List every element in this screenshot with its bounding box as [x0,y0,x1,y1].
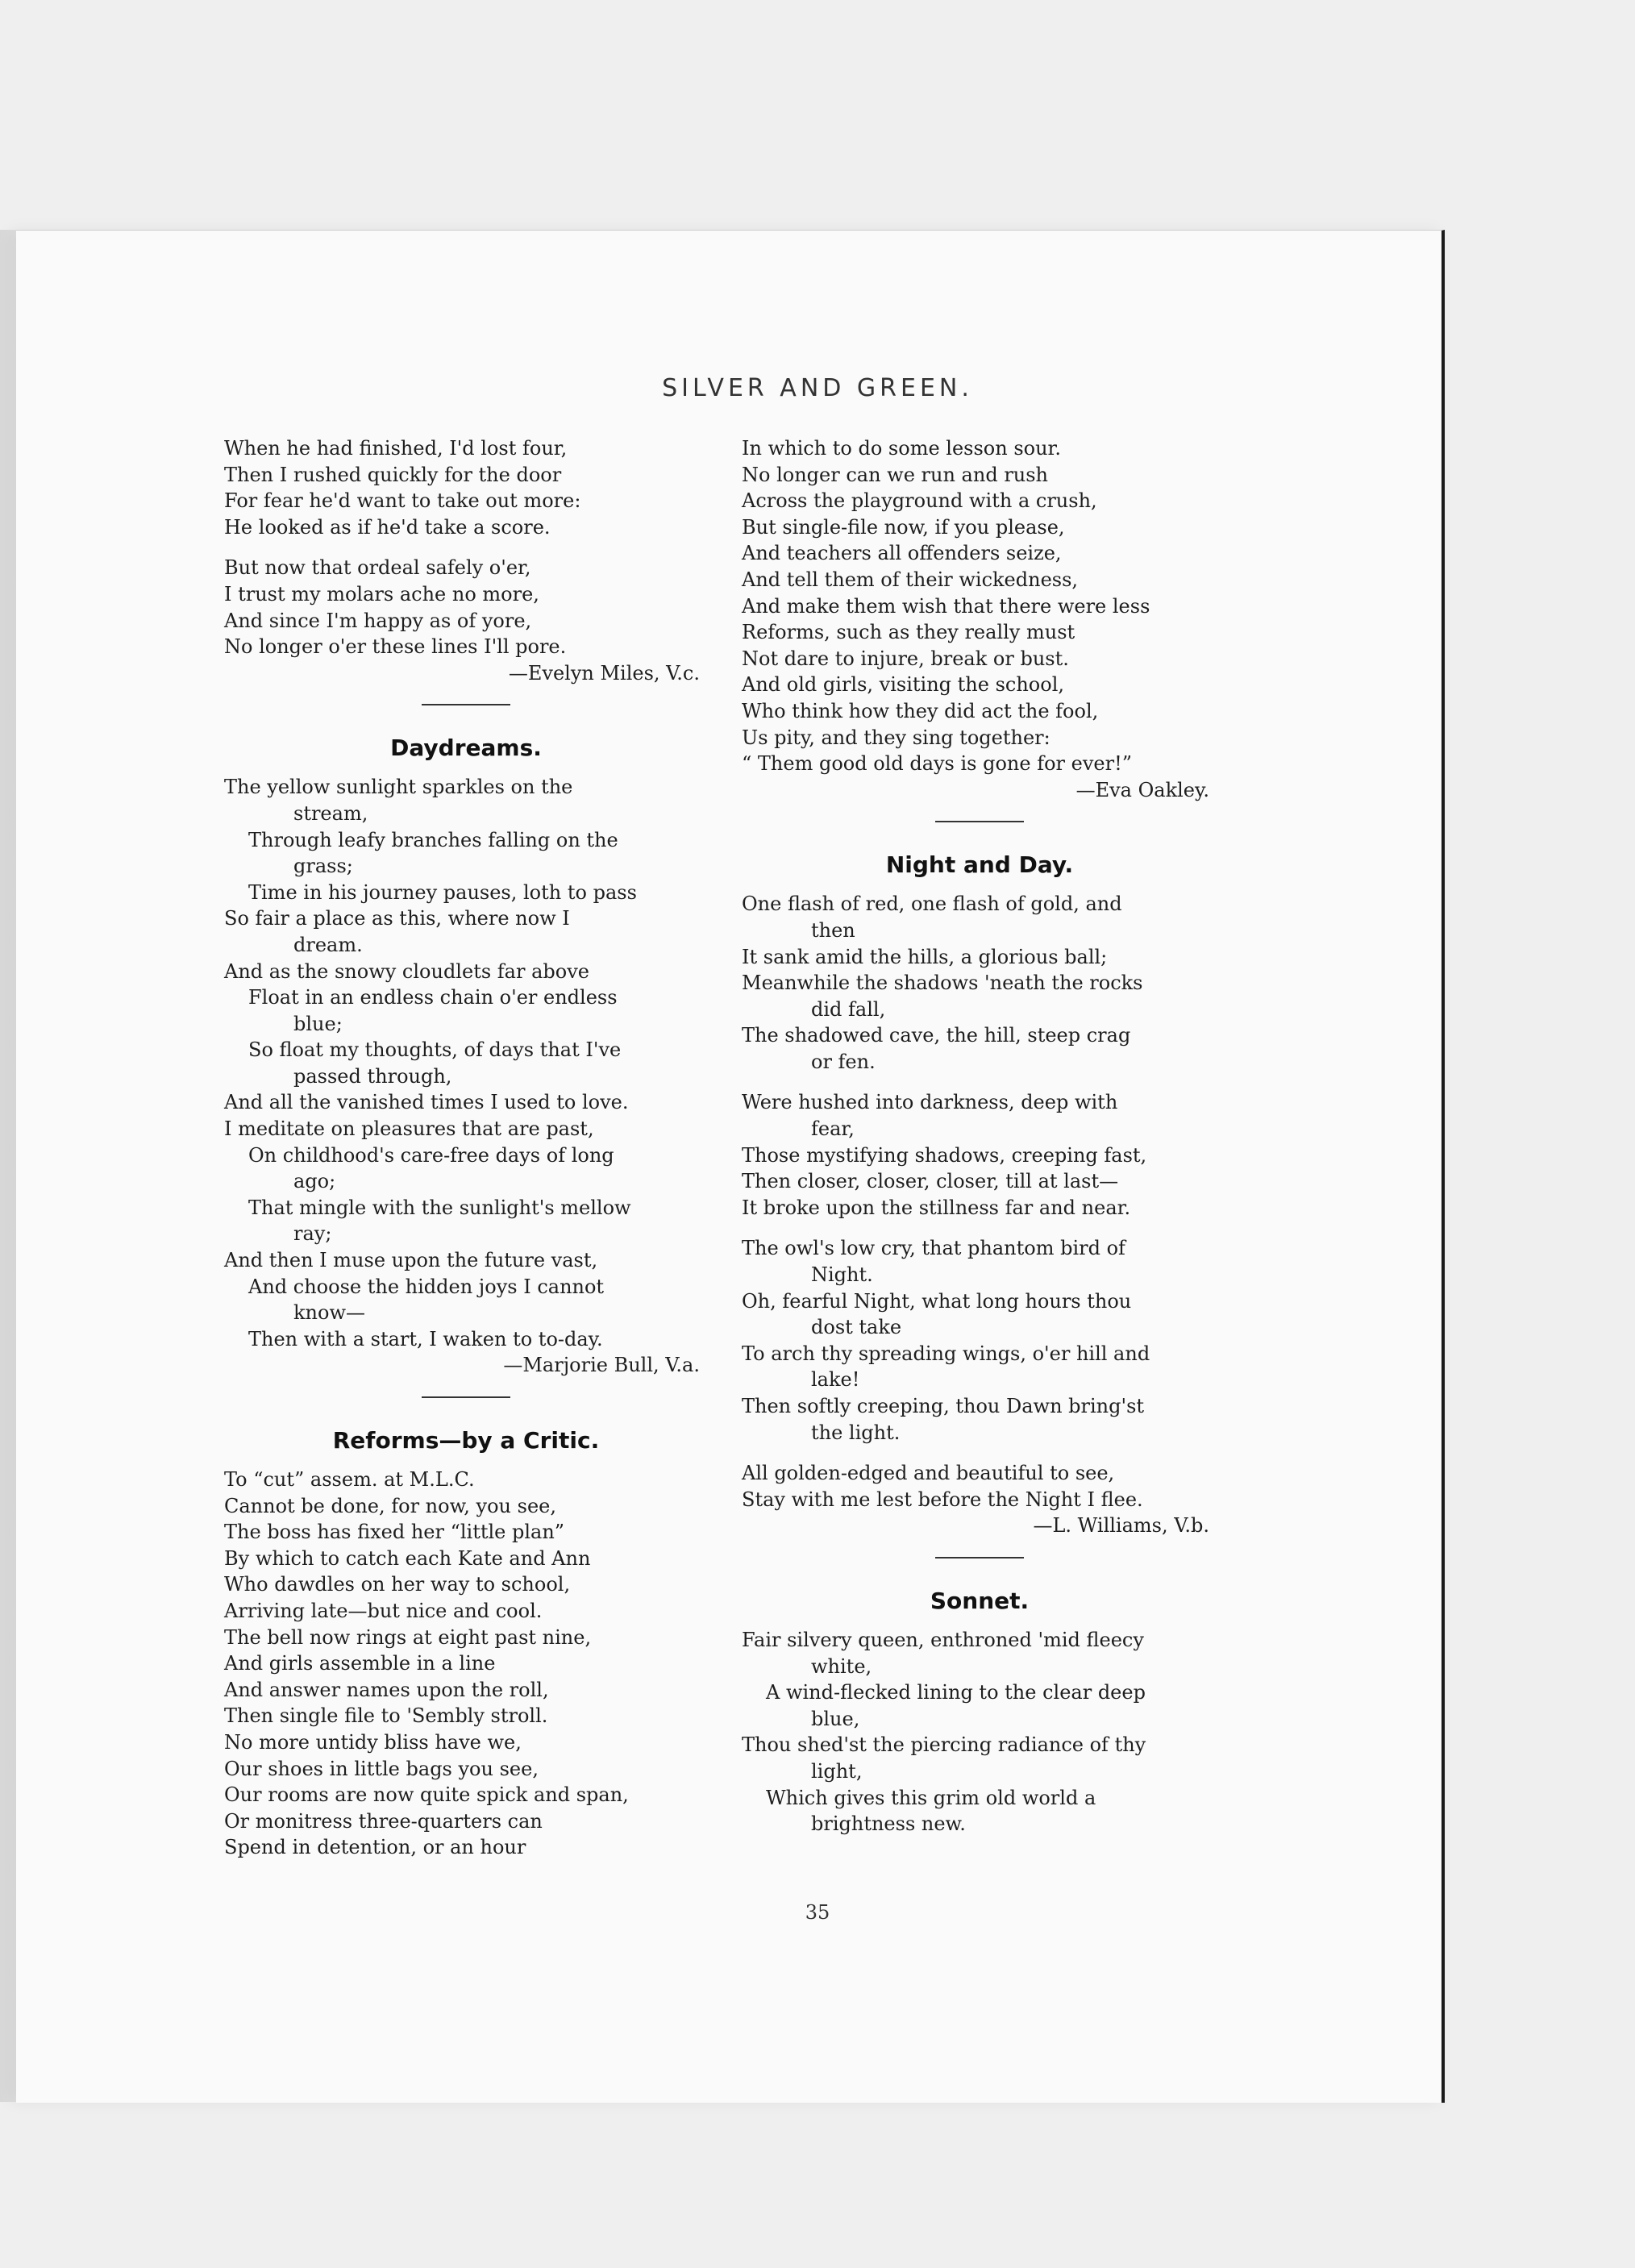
poem-line: The owl's low cry, that phantom bird of [742,1237,1125,1260]
poem-line: Thou shed'st the piercing radiance of thy [742,1733,1146,1757]
poem-line: Then I rushed quickly for the door [224,463,562,486]
poem-line: dost take [811,1316,902,1339]
poem-line: Then softly creeping, thou Dawn bring'st [742,1395,1145,1417]
page-number: 35 [805,1901,830,1924]
poem-line: When he had finished, I'd lost four, [224,437,568,460]
poem-line: Then closer, closer, closer, till at last— [742,1170,1119,1193]
poem-line: And since I'm happy as of yore, [224,609,532,632]
poem-line: dream. [293,933,363,956]
poem-line: On childhood's care-free days of long [248,1143,614,1167]
poem-line: grass; [293,855,353,878]
poem-line: Meanwhile the shadows 'neath the rocks [742,972,1143,995]
poem-title: Sonnet. [930,1587,1030,1614]
poem-line: white, [811,1654,872,1678]
night-and-day-stanza-1 [742,891,1217,1075]
poem-line: A wind-flecked lining to the clear deep [766,1681,1146,1704]
poem-title: Daydreams. [390,734,542,762]
poem-line: Were hushed into darkness, deep with [742,1091,1118,1114]
poem-line: the light. [811,1421,901,1444]
poem-line: Arriving late—but nice and cool. [224,1599,543,1622]
poem-line: It sank amid the hills, a glorious ball; [742,945,1108,968]
poem-line: lake! [811,1368,860,1392]
poem-line: passed through, [293,1064,452,1088]
poem-title: Night and Day. [885,851,1074,879]
poem-line: Time in his journey pauses, loth to pass [248,880,637,904]
reforms-continued [742,435,1217,777]
poem-line: He looked as if he'd take a score. [224,515,551,539]
poem-line: blue, [811,1707,860,1730]
poem-line: To “cut” assem. at M.L.C. [224,1468,475,1491]
sonnet-poem [742,1627,1217,1837]
poem-line: Stay with me lest before the Night I flee. [742,1488,1143,1511]
poem-line: By which to catch each Kate and Ann [224,1546,591,1570]
poem-line: Who think how they did act the fool, [742,699,1099,722]
poem-line: Night. [811,1263,873,1287]
right-column [742,435,1217,1837]
poem-line: Us pity, and they sing together: [742,726,1050,749]
poem-line: And tell them of their wickedness, [742,568,1079,591]
author-credit: —Evelyn Miles, V.c. [508,661,700,685]
poem-line: brightness new. [811,1812,966,1836]
running-header: SILVER AND GREEN. [662,374,973,402]
poem-line: And all the vanished times I used to love. [224,1091,629,1114]
poem-line: Our rooms are now quite spick and span, [224,1783,629,1807]
poem-line: No longer o'er these lines I'll pore. [224,635,567,659]
poem-line: So float my thoughts, of days that I've [248,1038,622,1062]
poem-line: And choose the hidden joys I cannot [248,1275,605,1298]
poem-line: or fen. [811,1050,876,1073]
reforms-poem [224,1467,708,1861]
poem-line: So fair a place as this, where now I [224,907,570,930]
poem-line: No longer can we run and rush [742,463,1049,486]
poem-line: And as the snowy cloudlets far above [224,959,589,983]
poem-line: But now that ordeal safely o'er, [224,556,531,580]
poem-line: Then single file to 'Sembly stroll. [224,1704,548,1728]
poem-line: Fair silvery queen, enthroned 'mid fleecy [742,1628,1144,1651]
poem-line: To arch thy spreading wings, o'er hill and [742,1342,1150,1365]
poem-line: The bell now rings at eight past nine, [224,1625,592,1649]
poem-line: did fall, [811,997,886,1021]
poem-line: Cannot be done, for now, you see, [224,1494,556,1517]
poem-line: All golden-edged and beautiful to see, [742,1462,1115,1485]
poem-line: then [811,918,855,942]
poem-line: It broke upon the stillness far and near. [742,1196,1131,1219]
poem-line: One flash of red, one flash of gold, and [742,893,1122,916]
author-credit: —L. Williams, V.b. [1033,1514,1209,1538]
poem-line: Float in an endless chain o'er endless [248,986,618,1009]
poem-line: Reforms, such as they really must [742,621,1075,644]
poem-line: And then I muse upon the future vast, [224,1249,598,1272]
section-divider [422,704,510,705]
poem-line: Those mystifying shadows, creeping fast, [742,1143,1147,1167]
poem-line: And teachers all offenders seize, [742,542,1062,565]
poem-line: And girls assemble in a line [224,1652,496,1675]
intro-stanza-1 [224,435,708,540]
poem-line: In which to do some lesson sour. [742,437,1062,460]
poem-line: Or monitress three-quarters can [224,1809,543,1833]
poem-line: Spend in detention, or an hour [224,1836,526,1859]
poem-line: The yellow sunlight sparkles on the [224,776,573,799]
poem-line: I trust my molars ache no more, [224,582,539,605]
poem-line: light, [811,1759,863,1783]
poem-line: “ Them good old days is gone for ever!” [742,752,1133,776]
poem-line: Not dare to injure, break or bust. [742,647,1069,670]
daydreams-poem [224,774,708,1352]
poem-line: And old girls, visiting the school, [742,673,1065,697]
poem-line: Then with a start, I waken to to-day. [248,1327,603,1350]
section-divider [422,1396,510,1398]
poem-line: And make them wish that there were less [742,594,1150,618]
section-divider [935,1557,1024,1558]
night-and-day-stanza-4 [742,1460,1217,1513]
poem-line: And answer names upon the roll, [224,1678,549,1701]
section-divider [935,821,1024,822]
left-column [224,435,708,1861]
poem-line: Our shoes in little bags you see, [224,1757,539,1780]
author-credit: —Eva Oakley. [1075,778,1209,801]
poem-line: The shadowed cave, the hill, steep crag [742,1024,1131,1047]
poem-line: But single-file now, if you please, [742,515,1065,539]
poem-line: fear, [811,1117,855,1141]
poem-line: The boss has fixed her “little plan” [224,1521,565,1544]
poem-line: Who dawdles on her way to school, [224,1573,571,1596]
poem-line: Through leafy branches falling on the [248,828,618,851]
poem-line: Across the playground with a crush, [742,489,1097,513]
poem-line: Which gives this grim old world a [766,1786,1096,1809]
poem-line: That mingle with the sunlight's mellow [248,1196,631,1219]
poem-line: know— [293,1301,365,1325]
night-and-day-stanza-2 [742,1089,1217,1221]
poem-title: Reforms—by a Critic. [332,1427,600,1454]
author-credit: —Marjorie Bull, V.a. [503,1354,700,1377]
poem-line: I meditate on pleasures that are past, [224,1117,594,1141]
night-and-day-stanza-3 [742,1235,1217,1446]
poem-line: blue; [293,1012,343,1035]
poem-line: stream, [293,801,368,825]
poem-line: Oh, fearful Night, what long hours thou [742,1289,1132,1313]
poem-line: ray; [293,1222,332,1246]
poem-line: No more untidy bliss have we, [224,1730,522,1754]
poem-line: ago; [293,1170,336,1193]
poem-line: For fear he'd want to take out more: [224,489,581,513]
intro-stanza-2 [224,555,708,660]
